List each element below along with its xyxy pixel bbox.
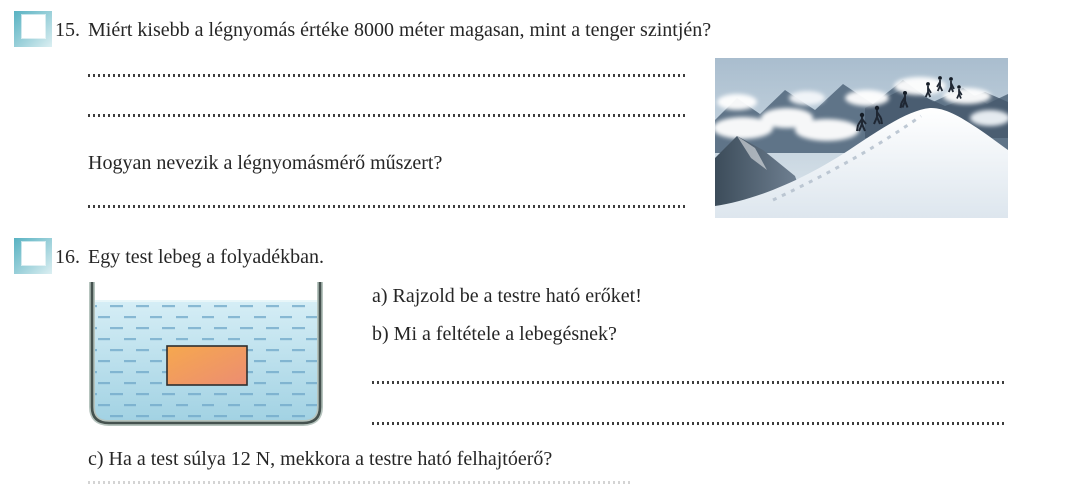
mountain-photo-art [715,58,1008,218]
question-16-number: 16. [55,246,80,268]
question-15-text: Miért kisebb a légnyomás értéke 8000 méter magasan, mint a tenger szintjén? [88,19,712,41]
mountain-photo [715,58,1008,218]
floating-body-diagram-art [84,280,328,430]
answer-line-q15-1[interactable] [88,74,686,77]
floating-body-diagram [84,280,328,430]
question-15-number: 15. [55,19,80,41]
answer-line-q16-1[interactable] [372,381,1005,384]
answer-line-q15-2[interactable] [88,114,686,117]
question-16a-text: a) Rajzold be a testre ható erőket! [372,285,642,307]
answer-line-q16-2[interactable] [372,422,1005,425]
question-16b-text: b) Mi a feltétele a lebegésnek? [372,323,617,345]
question-16c-text: c) Ha a test súlya 12 N, mekkora a testre ható felhajtóerő? [88,448,553,470]
question-15-sub-text: Hogyan nevezik a légnyomásmérő műszert? [88,152,443,174]
task-checkbox-q15[interactable] [14,11,52,47]
task-checkbox-q16-inner [22,242,45,265]
answer-line-q15-3[interactable] [88,205,686,208]
task-checkbox-q16[interactable] [14,238,52,274]
task-checkbox-q15-inner [22,15,45,38]
question-16-text: Egy test lebeg a folyadékban. [88,246,325,268]
